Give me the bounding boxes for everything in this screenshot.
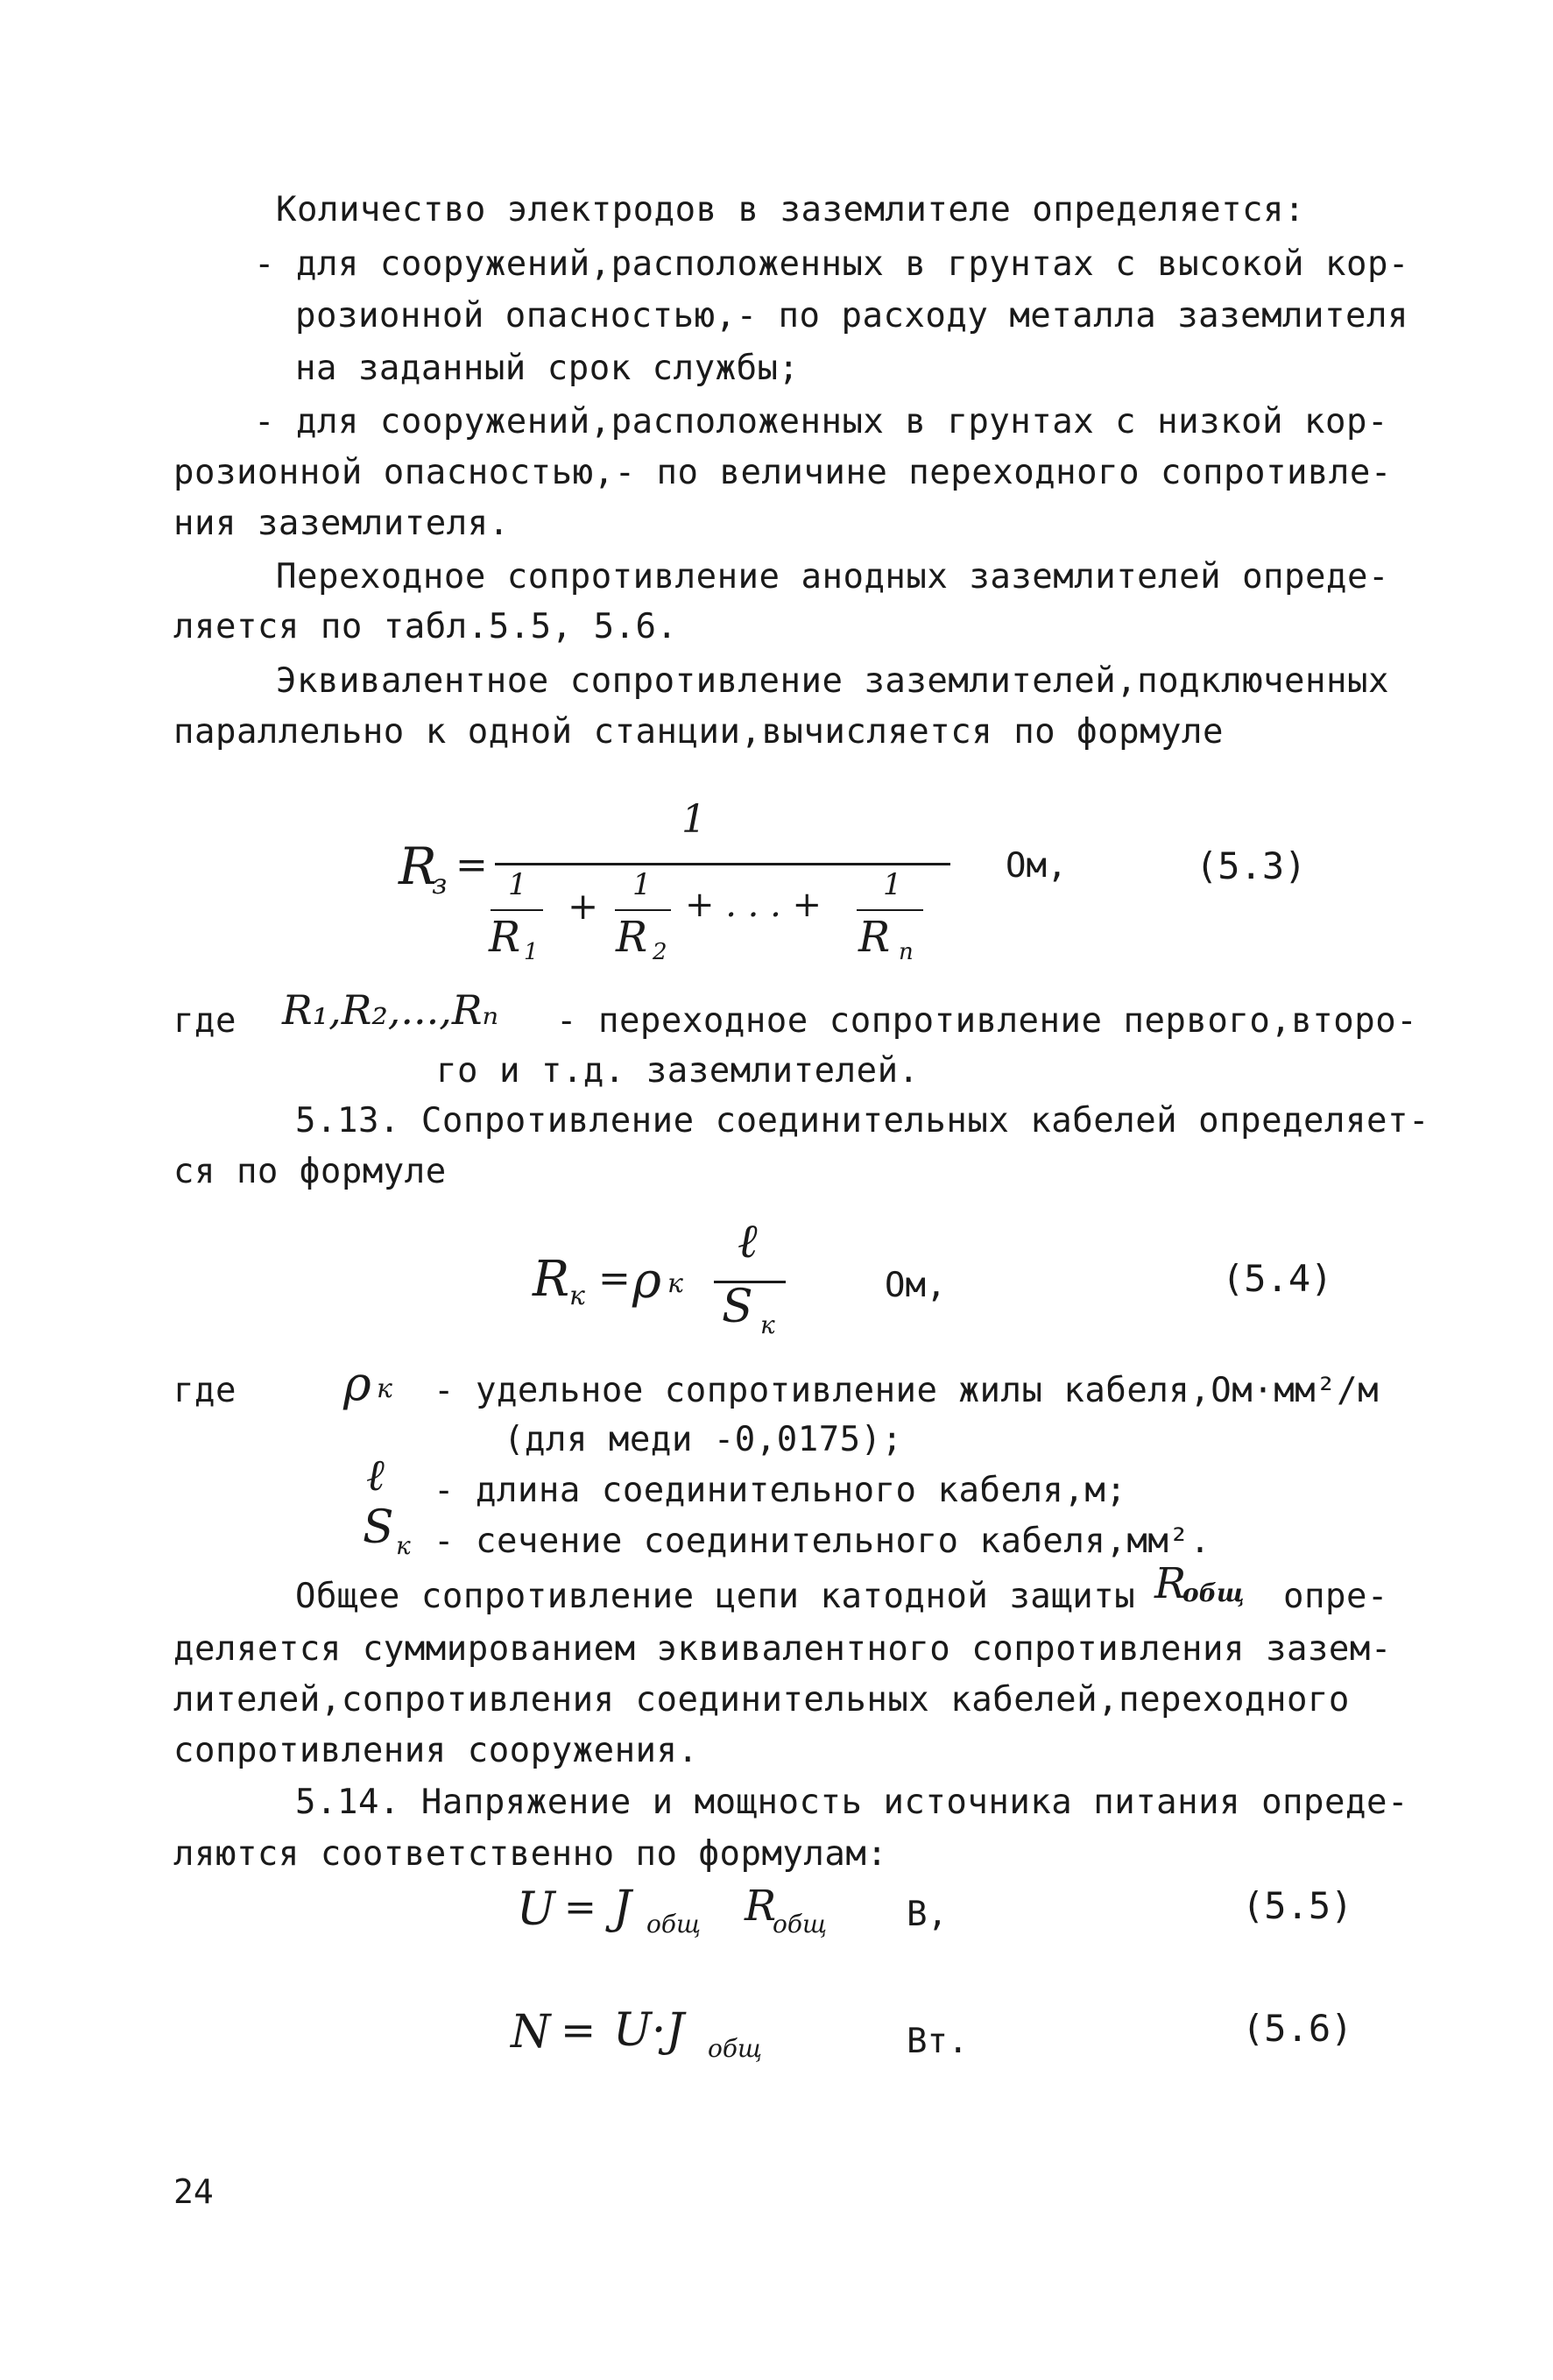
total-line1-symbol: R: [1154, 1559, 1187, 1608]
where-5-3-text-line1: - переходное сопротивление первого,второ-: [556, 1001, 1418, 1041]
formula-5-3-numerator: 1: [681, 797, 706, 842]
formula-5-4-lhs-sub: к: [569, 1281, 585, 1311]
para-5-13-line2: ся по формуле: [173, 1152, 447, 1191]
formula-5-3-den-term2-R: R: [616, 913, 648, 962]
electrodes-item1-line2: розионной опасностью,- по расходу металла заземлителя: [295, 296, 1408, 335]
where-5-4-rho-text-line1: - удельное сопротивление жилы кабеля,Ом·мм²/м: [434, 1371, 1380, 1410]
electrodes-item1-line3: на заданный срок службы;: [295, 349, 800, 388]
electrodes-item2-line2: розионной опасностью,- по величине переходного сопротивле-: [173, 453, 1392, 492]
formula-5-3-den-term1-num: 1: [508, 867, 527, 902]
formula-5-3-den-term3-bar: [857, 909, 923, 911]
formula-5-3-den-term1-sub: 1: [524, 939, 539, 965]
total-line4: сопротивления сооружения.: [173, 1731, 699, 1770]
transition-line2: ляется по табл.5.5, 5.6.: [173, 607, 678, 646]
equiv-line1: Эквивалентное сопротивление заземлителей,подключенных: [276, 661, 1389, 701]
total-line3: лителей,сопротивления соединительных кабелей,переходного: [173, 1680, 1350, 1720]
formula-5-5-j: J: [613, 1882, 632, 1934]
where-5-3-text-line2: го и т.д. заземлителей.: [436, 1051, 920, 1091]
total-line1-symbol-sub: общ: [1182, 1578, 1245, 1607]
formula-5-4-rho-sub: к: [667, 1268, 683, 1299]
formula-5-6-u-sub: общ: [708, 2034, 762, 2063]
formula-5-3-plus1: +: [568, 885, 599, 928]
where-5-4-s-text: - сечение соединительного кабеля,мм².: [434, 1522, 1211, 1561]
formula-5-5-r: R: [745, 1882, 777, 1931]
formula-5-4-eq: =: [598, 1256, 631, 1301]
formula-5-3-den-term2-sub: 2: [653, 939, 667, 965]
formula-5-3-lhs-sub: з: [432, 867, 448, 900]
formula-5-6-u: U·J: [613, 2004, 685, 2057]
where-5-3-label: где: [173, 1001, 236, 1041]
electrodes-intro: Количество электродов в заземлителе определяется:: [276, 190, 1306, 230]
where-5-4-rho-sub: к: [377, 1374, 392, 1404]
transition-line1: Переходное сопротивление анодных заземлителей опреде-: [276, 557, 1389, 597]
formula-5-5-eq: =: [564, 1885, 596, 1930]
formula-5-6-eq: =: [561, 2006, 596, 2055]
electrodes-item2-line3: ния заземлителя.: [173, 504, 510, 543]
formula-5-6-number: (5.6): [1242, 2007, 1353, 2050]
where-5-3-symbols: R₁,R₂,...,Rₙ: [282, 986, 499, 1034]
total-line1-b: опре-: [1283, 1577, 1388, 1616]
formula-5-4-rho: ρ: [632, 1253, 661, 1310]
where-5-4-s-symbol: S: [363, 1501, 394, 1554]
formula-5-3-den-term1-R: R: [489, 913, 521, 962]
equiv-line2: параллельно к одной станции,вычисляется по формуле: [173, 712, 1224, 752]
total-line1-a: Общее сопротивление цепи катодной защиты: [295, 1577, 1136, 1616]
formula-5-3-fraction-bar: [495, 863, 950, 865]
formula-5-3-den-term1-bar: [491, 909, 543, 911]
formula-5-5-r-sub: общ: [773, 1910, 827, 1939]
formula-5-4-lhs: R: [533, 1251, 570, 1308]
formula-5-3-den-term3-sub: n: [899, 939, 914, 965]
formula-5-3-lhs: R: [399, 837, 437, 896]
formula-5-5-j-sub: общ: [646, 1910, 701, 1939]
electrodes-item1-line1: - для сооружений,расположенных в грунтах с высокой кор-: [254, 244, 1409, 284]
formula-5-5-number: (5.5): [1242, 1884, 1353, 1927]
para-5-13-line1: 5.13. Сопротивление соединительных кабелей определяет-: [295, 1101, 1429, 1141]
page-number: 24: [173, 2172, 214, 2211]
formula-5-6-unit: Вт.: [907, 2022, 969, 2061]
formula-5-4-den-sub: к: [760, 1310, 775, 1339]
where-5-4-l-symbol: ℓ: [366, 1450, 385, 1501]
where-5-4-l-text: - длина соединительного кабеля,м;: [434, 1471, 1127, 1510]
where-5-4-s-sub: к: [396, 1531, 411, 1560]
formula-5-3-den-term2-num: 1: [632, 867, 652, 902]
formula-5-3-den-term3-num: 1: [883, 867, 902, 902]
formula-5-3-den-term3-R: R: [858, 913, 891, 962]
para-5-14-line1: 5.14. Напряжение и мощность источника питания опреде-: [295, 1783, 1408, 1822]
formula-5-3-unit: Ом,: [1006, 846, 1068, 886]
where-5-4-rho-text-line2: (для меди -0,0175);: [504, 1420, 903, 1459]
where-5-4-rho: ρ: [343, 1356, 371, 1411]
electrodes-item2-line1: - для сооружений,расположенных в грунтах с низкой кор-: [254, 402, 1388, 441]
formula-5-4-unit: Ом,: [885, 1266, 947, 1305]
formula-5-5-lhs: U: [517, 1883, 555, 1936]
total-line2: деляется суммированием эквивалентного сопротивления зазем-: [173, 1629, 1392, 1669]
formula-5-5-unit: В,: [907, 1895, 948, 1934]
formula-5-4-number: (5.4): [1222, 1257, 1333, 1300]
formula-5-4-den: S: [722, 1281, 753, 1333]
where-5-4-label: где: [173, 1371, 236, 1410]
formula-5-3-dots: + . . . +: [685, 885, 822, 925]
formula-5-3-number: (5.3): [1196, 844, 1307, 887]
formula-5-4-numerator: ℓ: [738, 1213, 758, 1268]
formula-5-6-lhs: N: [511, 2006, 551, 2059]
formula-5-3-den-term2-bar: [615, 909, 671, 911]
formula-5-3-eq: =: [455, 843, 488, 887]
para-5-14-line2: ляются соответственно по формулам:: [173, 1834, 888, 1874]
